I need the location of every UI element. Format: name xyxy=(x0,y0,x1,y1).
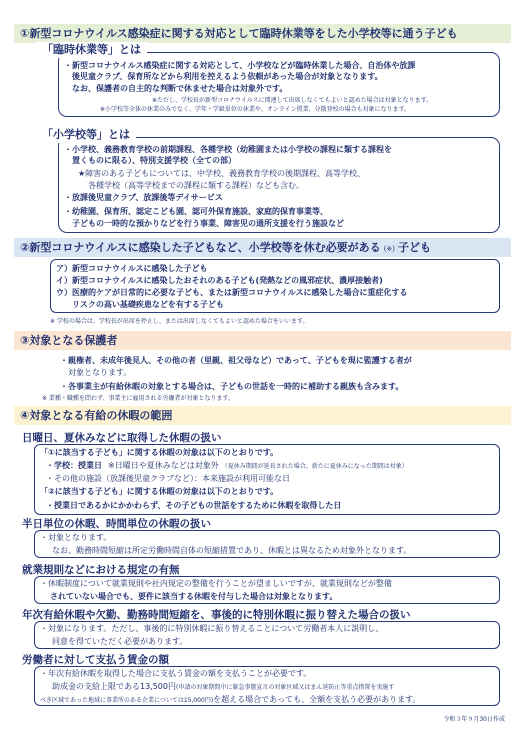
rinji-line-3: なお、保護者の自主的な判断で休ませた場合は対象外です。 xyxy=(72,84,288,93)
footer-date: 令和３年９月30日作成 xyxy=(443,716,505,723)
shogakko-line-3: ★障害のある子どもについては、中学校、義務教育学校の後期課程、高等学校、 xyxy=(78,169,366,178)
sec2-item-u-2: リスクの高い基礎疾患などを有する子ども xyxy=(72,300,224,309)
kitei-line-2: されていない場合でも、要件に該当する休暇を付与した場合は対象となります。 xyxy=(50,592,338,601)
shogakko-line-6: ・幼稚園、保育所、認定こども園、認可外保育施設、家庭的保育事業等、 xyxy=(64,207,328,216)
nichiyo-line-2: ・学校：授業日 ※日曜日や夏休みなどは対象外 （夏休み期間が延長された場合、新たに夏休みになった期間は対象） xyxy=(46,461,408,470)
hannichi-title: 半日単位の休暇、時間単位の休暇の扱い xyxy=(22,518,211,530)
section-3-header: ③対象となる保護者 xyxy=(14,331,511,350)
hannichi-line-1: ・対象となります。 xyxy=(40,533,112,542)
nichiyo-line-4: 「②に該当する子ども」に関する休暇の対象は以下のとおりです。 xyxy=(40,487,279,496)
nichiyo-line-5: ・授業日であるかにかかわらず、その子どもの世話をするために休暇を取得した日 xyxy=(46,501,342,510)
nichiyo-line-3: ・その他の施設（放課後児童クラブなど）：本来施設が利用可能な日 xyxy=(46,474,290,483)
sec3-line-2: 対象となります。 xyxy=(68,368,132,377)
sec2-item-i: イ）新型コロナウイルスに感染したおそれのある子ども(発熱などの風邪症状、濃厚接触者) xyxy=(56,276,383,285)
sec3-line-1: ・親権者、未成年後見人、その他の者（里親、祖父母など）であって、子どもを現に監護する者が xyxy=(60,356,412,365)
rinji-note-2: ※小学校等全体の休業のみでなく、学年・学級単位の休業や、オンライン授業、分散登校の場合も対象になります。 xyxy=(100,106,411,113)
kitei-line-1: ・休暇制度について就業規則や社内規定の整備を行うことが望ましいですが、就業規則などが整備 xyxy=(40,579,392,588)
chingin-line-3: べき区域であった地域に事業所のある企業については15,000円)を超える場合であっても、全額を支払う必要があります。 xyxy=(40,695,421,704)
furikae-line-1: ・対象になります。ただし、事後的に特別休暇に振り替えることについて労働者本人に説明し、 xyxy=(40,624,384,633)
sec2-item-a: ア）新型コロナウイルスに感染した子ども xyxy=(56,264,208,273)
nichiyo-line-1: 「①に該当する子ども」に関する休暇の対象は以下のとおりです。 xyxy=(40,448,279,457)
sec2-note: ※ 学校の場合は、学校長が出席を停止し、または出席しなくてもよいと認めた場合をいいます。 xyxy=(50,318,309,325)
furikae-title: 年次有給休暇や欠勤、勤務時間短縮を、事後的に特別休暇に振り替えた場合の扱い xyxy=(22,609,411,621)
rinji-label: 「臨時休業等」とは xyxy=(36,42,147,58)
shogakko-line-1: ・小学校、義務教育学校の前期課程、各種学校（幼稚園または小学校の課程に類する課程を xyxy=(64,145,392,154)
rinji-line-2: 後児童クラブ、保育所などから利用を控えるよう依頼があった場合が対象となります。 xyxy=(72,72,383,81)
kitei-title: 就業規則などにおける規定の有無 xyxy=(22,564,180,576)
shogakko-line-7: 子どもの一時的な預かりなどを行う事業、障害児の通所支援を行う施設など xyxy=(72,219,344,228)
sec3-note: ※ 業種・職種を問わず、事業主に雇用される労働者が対象となります。 xyxy=(42,395,234,402)
shogakko-line-5: ・放課後児童クラブ、放課後等デイサービス xyxy=(64,193,223,202)
section-4-header: ④対象となる有給の休暇の範囲 xyxy=(14,406,511,425)
nichiyo-title: 日曜日、夏休みなどに取得した休暇の扱い xyxy=(22,432,222,444)
sec3-line-3: ・各事業主が有給休暇の対象とする場合は、子どもの世話を一時的に補助する親族も含みます。 xyxy=(60,382,404,391)
shogakko-line-2: 置くものに限る）、特別支援学校（全ての部） xyxy=(72,156,236,165)
hannichi-line-2: なお、勤務時間短縮は所定労働時間自体の短縮措置であり、休暇とは異なるため対象外となります。 xyxy=(52,546,412,555)
rinji-line-1: ・新型コロナウイルス感染症に関する対応として、小学校などが臨時休業した場合、自治体や放課 xyxy=(64,61,416,70)
sec2-item-u-1: ウ）医療的ケアが日常的に必要な子ども、または新型コロナウイルスに感染した場合に重症化する xyxy=(56,288,408,297)
shogakko-label: 「小学校等」とは xyxy=(36,127,136,143)
chingin-line-2: 助成金の支給上限である13,500円(申請の対象期間中に緊急事態宣言の対象区域又はまん延防止等重点措置を実施す xyxy=(52,682,395,691)
furikae-line-2: 同意を得ていただく必要があります。 xyxy=(52,637,188,646)
chingin-line-1: ・年次有給休暇を取得した場合に支払う賃金の額を支払うことが必要です。 xyxy=(40,669,312,678)
shogakko-line-4: 各種学校（高等学校までの課程に類する課程）なども含む。 xyxy=(88,181,304,190)
section-2-header: ②新型コロナウイルスに感染した子どもなど、小学校等を休む必要がある (※) 子ども xyxy=(14,238,511,257)
chingin-title: 労働者に対して支払う賃金の額 xyxy=(22,654,169,666)
rinji-note-1: ※ただし、学校長が新型コロナウイルスに関連して出席しなくてもよいと認めた場合は対象となります。 xyxy=(152,97,433,104)
section-1-header: ①新型コロナウイルス感染症に関する対応として臨時休業等をした小学校等に通う子ども xyxy=(14,24,511,43)
